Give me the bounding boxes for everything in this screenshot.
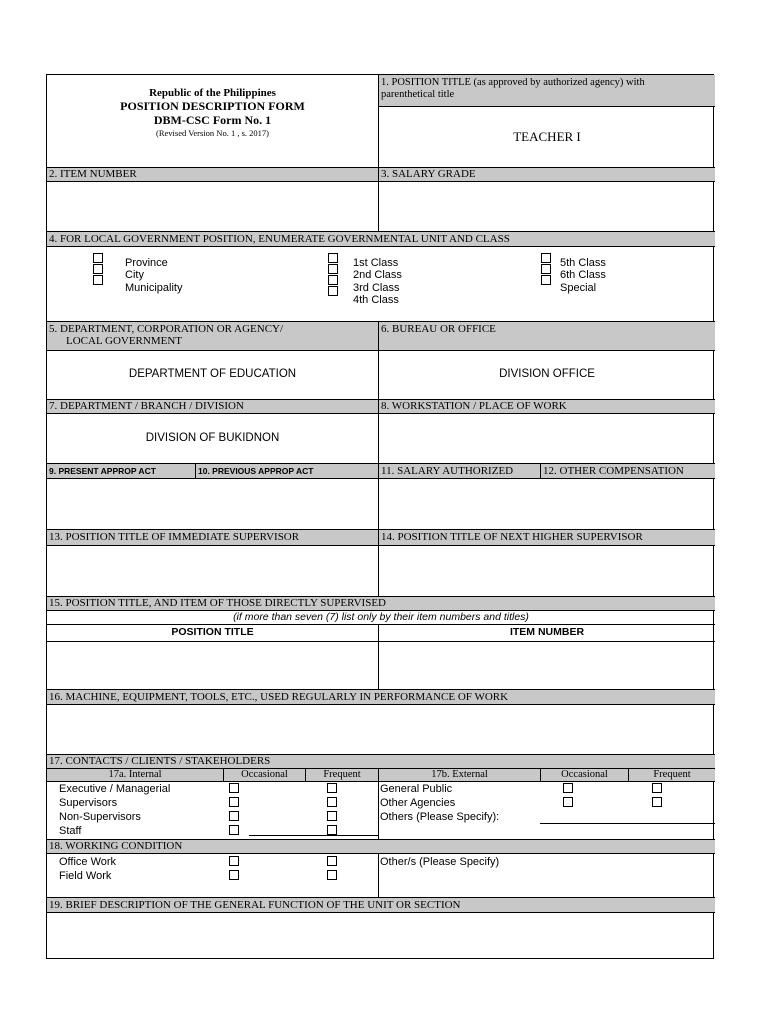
non-supervisors-occasional-checkbox[interactable] [229, 811, 239, 821]
internal-occasional-header: Occasional [223, 769, 305, 781]
s15-label: 15. POSITION TITLE, AND ITEM OF THOSE DIRECTLY SUPERVISED [49, 597, 386, 609]
executive-occasional-checkbox[interactable] [229, 783, 239, 793]
province-checkbox[interactable] [93, 253, 103, 263]
salary-authorized-field[interactable] [378, 478, 715, 529]
s17-divider [378, 782, 379, 839]
s1-label-cell [378, 75, 715, 106]
external-other-agencies: Other Agencies [380, 797, 456, 809]
class1-checkbox[interactable] [328, 253, 338, 263]
s14-label: 14. POSITION TITLE OF NEXT HIGHER SUPERVISOR [381, 531, 643, 543]
header-revision: (Revised Version No. 1 , s. 2017) [156, 128, 269, 138]
s16-label: 16. MACHINE, EQUIPMENT, TOOLS, ETC., USED REGULARLY IN PERFORMANCE OF WORK [49, 691, 509, 703]
external-occasional-header: Occasional [540, 769, 628, 781]
s12-label-cell [540, 463, 715, 478]
external-others-specify: Others (Please Specify): [380, 811, 500, 823]
immediate-supervisor-field[interactable] [47, 545, 378, 596]
opt-special: Special [560, 282, 597, 294]
s15-label-cell [47, 596, 715, 610]
internal-frequent-header: Frequent [305, 769, 378, 781]
municipality-checkbox[interactable] [93, 275, 103, 285]
office-work-label: Office Work [59, 856, 117, 868]
department-field[interactable] [47, 350, 378, 399]
opt-3rd-class: 3rd Class [353, 282, 400, 294]
s5-label-cell [47, 321, 378, 350]
supervisors-occasional-checkbox[interactable] [229, 797, 239, 807]
internal-executive: Executive / Managerial [59, 783, 171, 795]
s18-body [47, 853, 715, 897]
s7-label-cell [47, 399, 378, 413]
s11-label: 11. SALARY AUTHORIZED [381, 465, 514, 477]
division-field[interactable] [47, 413, 378, 463]
s9-label-cell [47, 463, 195, 478]
department-value: DEPARTMENT OF EDUCATION [128, 368, 297, 380]
special-checkbox[interactable] [541, 275, 551, 285]
bureau-field[interactable] [378, 350, 715, 399]
s6-label: 6. BUREAU OR OFFICE [381, 323, 496, 335]
s8-label-cell [378, 399, 715, 413]
field-work-occasional-checkbox[interactable] [229, 870, 239, 880]
salary-grade-field[interactable] [378, 181, 715, 231]
internal-header: 17a. Internal [108, 769, 162, 780]
class3-checkbox[interactable] [328, 275, 338, 285]
s11-label-cell [378, 463, 540, 478]
opt-6th-class: 6th Class [560, 269, 606, 281]
office-work-frequent-checkbox[interactable] [327, 856, 337, 866]
s4-label-cell [47, 231, 715, 246]
internal-supervisors: Supervisors [59, 797, 118, 809]
s2-label-cell [47, 167, 378, 181]
field-work-frequent-checkbox[interactable] [327, 870, 337, 880]
external-general-public: General Public [380, 783, 453, 795]
s3-label: 3. SALARY GRADE [381, 168, 476, 180]
opt-municipality: Municipality [125, 282, 183, 294]
position-title-value: TEACHER I [513, 129, 581, 144]
office-work-occasional-checkbox[interactable] [229, 856, 239, 866]
opt-city: City [125, 269, 144, 281]
opt-4th-class: 4th Class [353, 294, 399, 306]
agencies-frequent-checkbox[interactable] [652, 797, 662, 807]
item-number-field[interactable] [47, 181, 378, 231]
staff-frequent-checkbox[interactable] [327, 825, 337, 835]
s17-body [47, 781, 715, 839]
workstation-field[interactable] [378, 413, 715, 463]
header-republic: Republic of the Philippines [149, 87, 276, 99]
executive-frequent-checkbox[interactable] [327, 783, 337, 793]
city-checkbox[interactable] [93, 264, 103, 274]
s17-label: 17. CONTACTS / CLIENTS / STAKEHOLDERS [49, 755, 271, 767]
s13-label: 13. POSITION TITLE OF IMMEDIATE SUPERVISOR [49, 531, 300, 543]
s19-label: 19. BRIEF DESCRIPTION OF THE GENERAL FUNCTION OF THE UNIT OR SECTION [49, 899, 461, 911]
s3-label-cell [378, 167, 715, 181]
staff-occasional-checkbox[interactable] [229, 825, 239, 835]
staff-underline [249, 835, 378, 836]
s18-label: 18. WORKING CONDITION [49, 840, 183, 852]
public-frequent-checkbox[interactable] [652, 783, 662, 793]
class2-checkbox[interactable] [328, 264, 338, 274]
supervised-position-field[interactable] [47, 641, 378, 689]
form-header [47, 75, 378, 167]
class5-checkbox[interactable] [541, 253, 551, 263]
others-specify-line[interactable] [540, 823, 715, 824]
opt-2nd-class: 2nd Class [353, 269, 402, 281]
position-title-column-header: POSITION TITLE [47, 624, 378, 641]
field-work-label: Field Work [59, 870, 112, 882]
public-occasional-checkbox[interactable] [563, 783, 573, 793]
s10-label-cell [195, 463, 378, 478]
s12-label: 12. OTHER COMPENSATION [543, 465, 684, 477]
agencies-occasional-checkbox[interactable] [563, 797, 573, 807]
general-function-field[interactable] [47, 912, 715, 959]
class4-checkbox[interactable] [328, 286, 338, 296]
s1-label-cont: parenthetical title [381, 89, 455, 100]
header-form-title: POSITION DESCRIPTION FORM [120, 99, 305, 113]
equipment-field[interactable] [47, 704, 715, 754]
internal-non-supervisors: Non-Supervisors [59, 811, 141, 823]
s18-label-cell [47, 839, 715, 853]
header-form-number: DBM-CSC Form No. 1 [153, 113, 272, 127]
item-number-column-header: ITEM NUMBER [378, 624, 715, 641]
external-header: 17b. External [378, 769, 540, 781]
s4-options [47, 246, 715, 321]
working-condition-others: Other/s (Please Specify) [380, 856, 500, 868]
division-value: DIVISION OF BUKIDNON [145, 432, 280, 444]
position-description-form [46, 74, 714, 959]
s10-label: 10. PREVIOUS APPROP ACT [198, 466, 314, 476]
s13-label-cell [47, 529, 378, 545]
non-supervisors-frequent-checkbox[interactable] [327, 811, 337, 821]
s15-note: (if more than seven (7) list only by their item numbers and titles) [47, 610, 715, 624]
class6-checkbox[interactable] [541, 264, 551, 274]
s5-label: 5. DEPARTMENT, CORPORATION OR AGENCY/ [49, 323, 284, 335]
approp-act-field[interactable] [47, 478, 378, 529]
supervisors-frequent-checkbox[interactable] [327, 797, 337, 807]
external-frequent-header: Frequent [628, 769, 715, 781]
s6-label-cell [378, 321, 715, 350]
bureau-value: DIVISION OFFICE [499, 368, 595, 380]
internal-staff: Staff [59, 825, 82, 837]
s1-label: 1. POSITION TITLE (as approved by authorized agency) with [381, 77, 645, 88]
supervised-item-field[interactable] [378, 641, 715, 689]
opt-province: Province [125, 257, 168, 269]
s19-label-cell [47, 897, 715, 912]
opt-5th-class: 5th Class [560, 257, 606, 269]
s1-value-cell[interactable] [378, 106, 715, 167]
s5-label-cont: LOCAL GOVERNMENT [66, 335, 182, 347]
s14-label-cell [378, 529, 715, 545]
next-higher-supervisor-field[interactable] [378, 545, 715, 596]
s17-label-cell [47, 754, 715, 768]
opt-1st-class: 1st Class [353, 257, 399, 269]
s8-label: 8. WORKSTATION / PLACE OF WORK [381, 400, 567, 412]
s16-label-cell [47, 689, 715, 704]
s18-divider [378, 854, 379, 897]
s17-subheader [47, 768, 715, 781]
s2-label: 2. ITEM NUMBER [49, 168, 137, 180]
s7-label: 7. DEPARTMENT / BRANCH / DIVISION [49, 400, 244, 412]
s4-label: 4. FOR LOCAL GOVERNMENT POSITION, ENUMERATE GOVERNMENTAL UNIT AND CLASS [49, 233, 510, 245]
s9-label: 9. PRESENT APPROP ACT [49, 466, 156, 476]
